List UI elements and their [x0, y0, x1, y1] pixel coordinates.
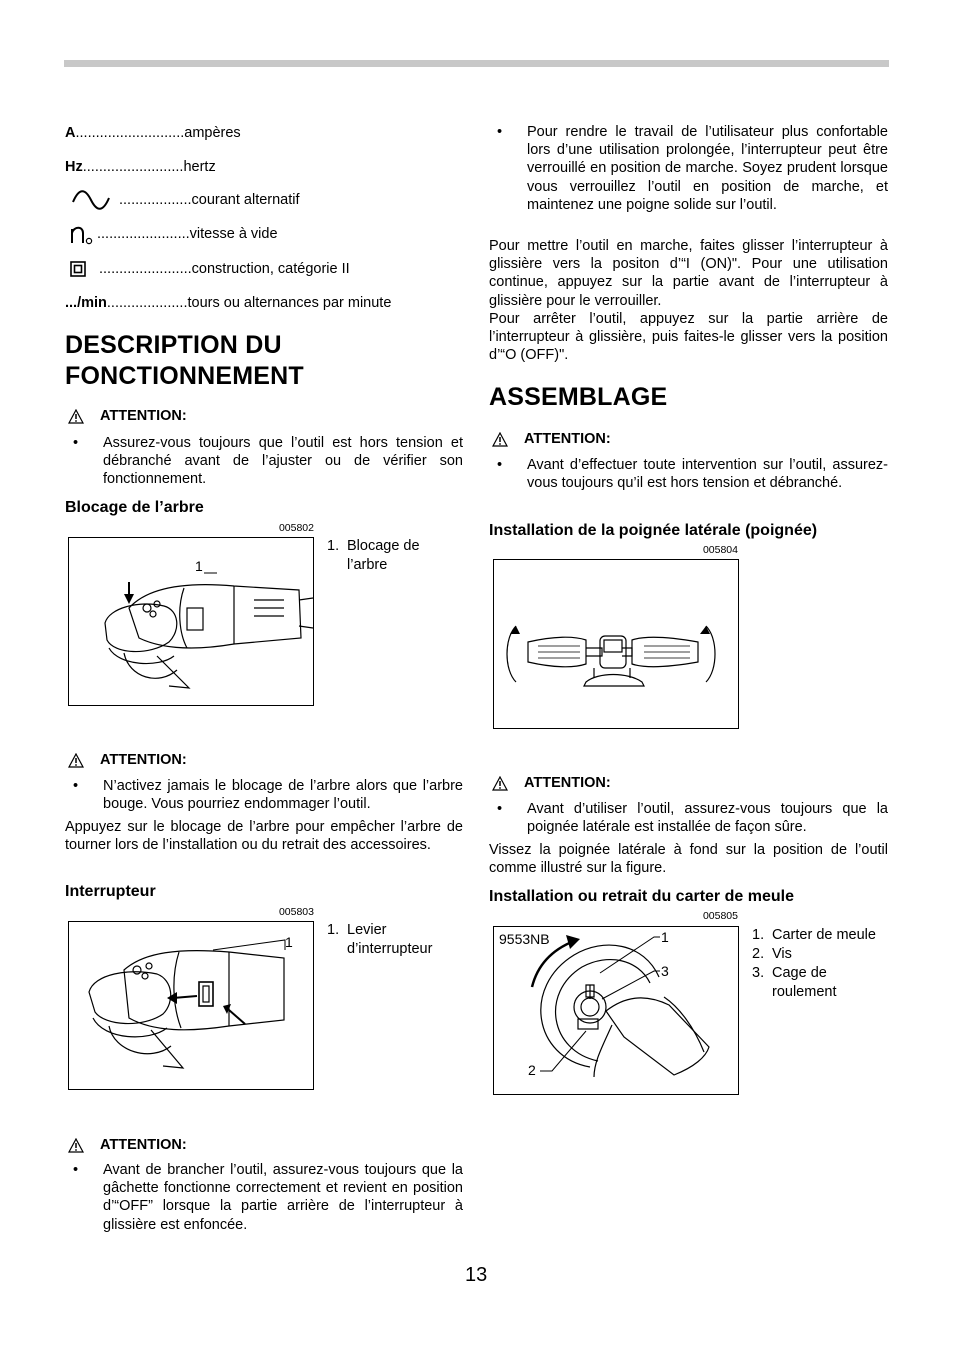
subheading-poignee: Installation de la poignée latérale (poignée) — [489, 522, 818, 539]
attention-text: ATTENTION: — [524, 431, 611, 447]
symbol-key: Hz — [65, 159, 83, 175]
figure-callout: 2 — [528, 1062, 536, 1078]
caption-number: 1. — [327, 538, 340, 554]
symbol-meaning: ampères — [184, 125, 241, 141]
symbol-dots: ....................... — [97, 226, 190, 242]
symbol-key: A — [65, 125, 76, 141]
bullet-attention-3: • Avant de brancher l’outil, assurez-vous toujours que la gâchette fonctionne correctement et revient en position d’“OFF” lorsque la partie arrière de l’interrupteur à glissière est enfoncée. — [65, 1161, 463, 1234]
symbol-key: .../min — [65, 295, 107, 311]
grinder-illustration — [69, 538, 313, 705]
warning-icon — [492, 776, 508, 791]
warning-icon — [68, 1138, 84, 1153]
section-heading-assemblage: ASSEMBLAGE — [489, 383, 668, 411]
page-number: 13 — [465, 1264, 488, 1286]
figure-code: 005802 — [278, 522, 314, 534]
bullet-handle-attention: • Avant d’utiliser l’outil, assurez-vous toujours que la poignée latérale est installée de façon sûre. — [489, 800, 888, 836]
symbol-dots: ....................... — [99, 261, 192, 277]
bullet-attention-1: • Assurez-vous toujours que l’outil est hors tension et débranché avant de l’ajuster ou de vérifier son fonctionnement. — [65, 434, 463, 489]
caption-text: Blocage de l’arbre — [347, 538, 420, 573]
caption-text: Carter de meule — [772, 927, 876, 943]
attention-text: ATTENTION: — [100, 1137, 187, 1153]
figure-code: 005804 — [702, 544, 738, 556]
warning-icon — [68, 409, 84, 424]
bullet-assembly-attention: • Avant d’effectuer toute intervention sur l’outil, assurez-vous toujours qu’il est hors tension et débranché. — [489, 456, 888, 492]
symbol-dots: .................... — [106, 295, 188, 311]
subheading-interrupteur: Interrupteur — [65, 883, 156, 900]
figure-code: 005803 — [278, 906, 314, 918]
figure-side-handle — [493, 559, 739, 729]
bullet-attention-2: • N’activez jamais le blocage de l’arbre alors que l’arbre bouge. Vous pourriez endommager l’outil. — [65, 777, 463, 813]
figure-code: 005805 — [702, 910, 738, 922]
symbol-row-hertz — [65, 157, 216, 177]
figure-callout: 1 — [661, 929, 669, 945]
figure-caption-switch — [327, 921, 452, 959]
figure-caption-shaft-lock — [327, 537, 457, 575]
symbol-dots: .................. — [119, 192, 192, 208]
paragraph-blocage: Appuyez sur le blocage de l’arbre pour empêcher l’arbre de tourner lors de l’installation ou du retrait des accessoires. — [65, 819, 463, 854]
symbol-row-amperes — [65, 123, 241, 143]
grinder-switch-illustration — [69, 922, 313, 1089]
symbol-meaning: vitesse à vide — [189, 226, 278, 242]
symbol-row-ac — [65, 190, 300, 210]
attention-label — [492, 775, 611, 791]
caption-text: Levier d’interrupteur — [347, 922, 433, 957]
symbol-meaning: construction, catégorie II — [191, 261, 350, 277]
figure-callout: 3 — [661, 963, 669, 979]
symbol-row-per-min — [65, 293, 391, 313]
figure-caption-wheel-guard — [752, 926, 890, 1002]
side-handle-illustration — [494, 560, 738, 728]
caption-text: Vis — [772, 946, 792, 962]
figure-switch — [68, 921, 314, 1090]
figure-wheel-guard — [493, 926, 739, 1095]
bullet-lock-on: • Pour rendre le travail de l’utilisateur plus confortable lors d’une utilisation prolongée, l’interrupteur peut être verrouillé en position de marche. Soyez prudent lorsque vous verrouillez l’outil en position de marche, et maintenez une poigne solide sur l’outil. — [489, 123, 888, 214]
attention-label — [68, 752, 187, 768]
caption-number: 1. — [752, 927, 765, 943]
symbol-meaning: hertz — [183, 159, 216, 175]
no-load-speed-icon — [69, 223, 97, 245]
symbol-row-speed — [65, 224, 278, 244]
figure-callout: 1 — [195, 558, 203, 574]
attention-label — [68, 408, 187, 424]
paragraph-switch-on: Pour mettre l’outil en marche, faites glisser l’interrupteur à glissière vers la positon d’“I (ON)". Pour une utilisation continue, appuyez sur la partie avant de l’interrupteur à glissière pour le verrouiller. — [489, 238, 888, 309]
caption-number: 3. — [752, 965, 765, 981]
symbol-meaning: tours ou alternances par minute — [187, 295, 392, 311]
subheading-carter: Installation ou retrait du carter de meule — [489, 888, 794, 905]
class-ii-icon — [69, 260, 99, 278]
attention-text: ATTENTION: — [524, 775, 611, 791]
attention-label — [492, 431, 611, 447]
caption-text: Cage de roulement — [772, 965, 837, 1000]
warning-icon — [68, 753, 84, 768]
warning-icon — [492, 432, 508, 447]
figure-shaft-lock — [68, 537, 314, 706]
caption-number: 1. — [327, 922, 340, 938]
subheading-blocage: Blocage de l’arbre — [65, 499, 204, 516]
model-label: 9553NB — [499, 931, 550, 947]
top-rule — [64, 60, 889, 67]
caption-number: 2. — [752, 946, 765, 962]
symbol-meaning: courant alternatif — [191, 192, 300, 208]
symbol-dots: ......................... — [82, 159, 184, 175]
attention-label — [68, 1137, 187, 1153]
attention-text: ATTENTION: — [100, 752, 187, 768]
figure-callout: 1 — [285, 934, 293, 950]
symbol-dots: ........................... — [75, 125, 185, 141]
section-heading-description: DESCRIPTION DU FONCTIONNEMENT — [65, 331, 304, 390]
paragraph-handle: Vissez la poignée latérale à fond sur la position de l’outil comme illustré sur la figure. — [489, 842, 888, 877]
ac-sine-icon — [71, 190, 115, 210]
paragraph-switch-off: Pour arrêter l’outil, appuyez sur la partie arrière de l’interrupteur à glissière, puis faites-le glisser vers la position d’“O (OFF)". — [489, 311, 888, 364]
attention-text: ATTENTION: — [100, 408, 187, 424]
symbol-row-class-ii — [65, 259, 350, 279]
